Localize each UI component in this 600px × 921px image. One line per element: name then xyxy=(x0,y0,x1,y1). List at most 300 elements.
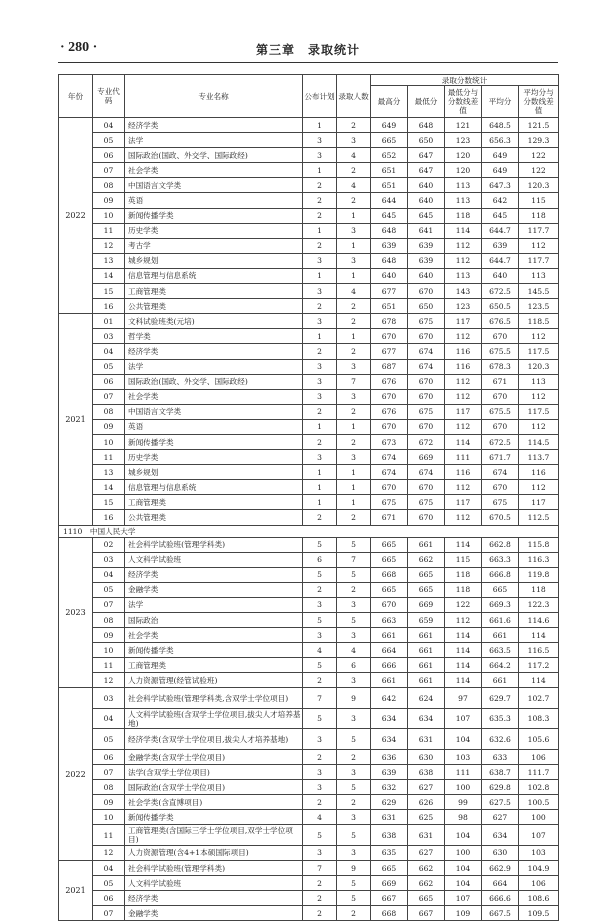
avg-diff-cell: 105.6 xyxy=(519,729,559,750)
min-cell: 669 xyxy=(408,450,445,465)
avg-diff-cell: 112 xyxy=(519,419,559,434)
min-cell: 661 xyxy=(408,658,445,673)
code-cell: 15 xyxy=(93,284,125,299)
table-row xyxy=(59,613,559,628)
plan-cell: 2 xyxy=(303,795,337,810)
avg-cell: 671 xyxy=(482,374,519,389)
table-row xyxy=(59,193,559,208)
col-code: 专业代码 xyxy=(93,75,125,118)
avg-diff-cell: 117.2 xyxy=(519,658,559,673)
avg-cell: 674 xyxy=(482,465,519,480)
code-cell: 15 xyxy=(93,495,125,510)
plan-cell: 3 xyxy=(303,845,337,860)
min-diff-cell: 116 xyxy=(445,465,482,480)
min-diff-cell: 112 xyxy=(445,389,482,404)
name-cell: 社会科学试验班(管理学科类) xyxy=(125,861,303,876)
min-diff-cell: 107 xyxy=(445,891,482,906)
table-row xyxy=(59,118,559,133)
table-row xyxy=(59,284,559,299)
plan-cell: 1 xyxy=(303,223,337,238)
max-cell: 661 xyxy=(371,628,408,643)
max-cell: 642 xyxy=(371,688,408,709)
admitted-cell: 5 xyxy=(337,825,371,846)
name-cell: 经济学类 xyxy=(125,344,303,359)
admitted-cell: 3 xyxy=(337,133,371,148)
admission-score-table xyxy=(58,74,559,921)
min-cell: 665 xyxy=(408,582,445,597)
code-cell: 05 xyxy=(93,133,125,148)
avg-cell: 650.5 xyxy=(482,299,519,314)
table-row xyxy=(59,688,559,709)
name-cell: 法学 xyxy=(125,597,303,612)
code-cell: 10 xyxy=(93,434,125,449)
admitted-cell: 7 xyxy=(337,374,371,389)
avg-diff-cell: 116.3 xyxy=(519,552,559,567)
min-diff-cell: 118 xyxy=(445,567,482,582)
col-avg-diff: 平均分与分数线差值 xyxy=(519,86,559,118)
name-cell: 法学 xyxy=(125,359,303,374)
avg-cell: 649 xyxy=(482,163,519,178)
table-row xyxy=(59,628,559,643)
avg-cell: 627.5 xyxy=(482,795,519,810)
plan-cell: 2 xyxy=(303,434,337,449)
avg-cell: 639 xyxy=(482,238,519,253)
min-diff-cell: 112 xyxy=(445,329,482,344)
plan-cell: 2 xyxy=(303,238,337,253)
table-row xyxy=(59,299,559,314)
name-cell: 人文科学试验班(含双学士学位项目,拔尖人才培养基地) xyxy=(125,708,303,729)
table-row xyxy=(59,906,559,921)
table-row xyxy=(59,329,559,344)
min-cell: 648 xyxy=(408,118,445,133)
code-cell: 03 xyxy=(93,552,125,567)
year-cell: 2021 xyxy=(59,314,93,525)
max-cell: 676 xyxy=(371,374,408,389)
avg-cell: 662.8 xyxy=(482,537,519,552)
table-row xyxy=(59,729,559,750)
avg-cell: 670 xyxy=(482,419,519,434)
min-diff-cell: 104 xyxy=(445,876,482,891)
min-cell: 659 xyxy=(408,613,445,628)
plan-cell: 4 xyxy=(303,643,337,658)
min-diff-cell: 123 xyxy=(445,133,482,148)
avg-diff-cell: 112 xyxy=(519,238,559,253)
min-cell: 669 xyxy=(408,597,445,612)
avg-diff-cell: 108.3 xyxy=(519,708,559,729)
admitted-cell: 3 xyxy=(337,673,371,688)
name-cell: 社会学类(含直博项目) xyxy=(125,795,303,810)
plan-cell: 1 xyxy=(303,480,337,495)
min-diff-cell: 143 xyxy=(445,284,482,299)
plan-cell: 7 xyxy=(303,688,337,709)
avg-diff-cell: 108.6 xyxy=(519,891,559,906)
max-cell: 670 xyxy=(371,329,408,344)
admitted-cell: 5 xyxy=(337,613,371,628)
code-cell: 09 xyxy=(93,193,125,208)
plan-cell: 2 xyxy=(303,193,337,208)
min-diff-cell: 107 xyxy=(445,708,482,729)
plan-cell: 2 xyxy=(303,404,337,419)
max-cell: 670 xyxy=(371,389,408,404)
avg-cell: 675 xyxy=(482,495,519,510)
admitted-cell: 5 xyxy=(337,567,371,582)
name-cell: 信息管理与信息系统 xyxy=(125,268,303,283)
avg-cell: 661 xyxy=(482,628,519,643)
table-row xyxy=(59,404,559,419)
admitted-cell: 3 xyxy=(337,389,371,404)
admitted-cell: 2 xyxy=(337,299,371,314)
max-cell: 674 xyxy=(371,465,408,480)
avg-diff-cell: 112 xyxy=(519,329,559,344)
plan-cell: 2 xyxy=(303,876,337,891)
name-cell: 金融学类 xyxy=(125,582,303,597)
admitted-cell: 1 xyxy=(337,495,371,510)
avg-cell: 670 xyxy=(482,389,519,404)
min-cell: 674 xyxy=(408,359,445,374)
avg-cell: 665 xyxy=(482,582,519,597)
code-cell: 09 xyxy=(93,628,125,643)
plan-cell: 2 xyxy=(303,673,337,688)
avg-cell: 656.3 xyxy=(482,133,519,148)
table-row xyxy=(59,450,559,465)
name-cell: 法学 xyxy=(125,133,303,148)
table-row xyxy=(59,359,559,374)
avg-cell: 671.7 xyxy=(482,450,519,465)
code-cell: 08 xyxy=(93,780,125,795)
min-cell: 631 xyxy=(408,825,445,846)
code-cell: 04 xyxy=(93,567,125,582)
plan-cell: 1 xyxy=(303,268,337,283)
name-cell: 社会学类 xyxy=(125,389,303,404)
name-cell: 人力资源管理(含4+1本硕国际项目) xyxy=(125,845,303,860)
min-cell: 670 xyxy=(408,419,445,434)
code-cell: 07 xyxy=(93,597,125,612)
table-row xyxy=(59,314,559,329)
name-cell: 金融学类 xyxy=(125,906,303,921)
min-diff-cell: 99 xyxy=(445,795,482,810)
avg-diff-cell: 115 xyxy=(519,193,559,208)
plan-cell: 3 xyxy=(303,314,337,329)
max-cell: 665 xyxy=(371,582,408,597)
name-cell: 经济学类 xyxy=(125,118,303,133)
max-cell: 632 xyxy=(371,780,408,795)
max-cell: 665 xyxy=(371,552,408,567)
name-cell: 国际政治 xyxy=(125,613,303,628)
min-cell: 625 xyxy=(408,810,445,825)
name-cell: 信息管理与信息系统 xyxy=(125,480,303,495)
avg-cell: 640 xyxy=(482,268,519,283)
min-cell: 661 xyxy=(408,628,445,643)
min-diff-cell: 112 xyxy=(445,510,482,525)
min-cell: 661 xyxy=(408,643,445,658)
min-cell: 627 xyxy=(408,780,445,795)
plan-cell: 3 xyxy=(303,765,337,780)
table-row xyxy=(59,765,559,780)
max-cell: 665 xyxy=(371,133,408,148)
max-cell: 670 xyxy=(371,597,408,612)
admitted-cell: 2 xyxy=(337,510,371,525)
max-cell: 636 xyxy=(371,749,408,764)
plan-cell: 2 xyxy=(303,299,337,314)
admitted-cell: 3 xyxy=(337,708,371,729)
avg-cell: 670 xyxy=(482,480,519,495)
code-cell: 04 xyxy=(93,861,125,876)
min-cell: 647 xyxy=(408,148,445,163)
name-cell: 国际政治(含双学士学位项目) xyxy=(125,780,303,795)
min-diff-cell: 114 xyxy=(445,434,482,449)
avg-cell: 663.5 xyxy=(482,643,519,658)
code-cell: 07 xyxy=(93,906,125,921)
admitted-cell: 2 xyxy=(337,795,371,810)
code-cell: 08 xyxy=(93,178,125,193)
min-diff-cell: 100 xyxy=(445,845,482,860)
admitted-cell: 5 xyxy=(337,729,371,750)
table-body xyxy=(59,118,559,921)
plan-cell: 3 xyxy=(303,729,337,750)
code-cell: 04 xyxy=(93,344,125,359)
code-cell: 14 xyxy=(93,480,125,495)
name-cell: 人力资源管理(经管试验班) xyxy=(125,673,303,688)
min-diff-cell: 97 xyxy=(445,688,482,709)
max-cell: 651 xyxy=(371,299,408,314)
max-cell: 678 xyxy=(371,314,408,329)
name-cell: 英语 xyxy=(125,419,303,434)
max-cell: 663 xyxy=(371,613,408,628)
avg-diff-cell: 112.5 xyxy=(519,510,559,525)
admitted-cell: 3 xyxy=(337,597,371,612)
min-cell: 675 xyxy=(408,314,445,329)
max-cell: 631 xyxy=(371,810,408,825)
admitted-cell: 6 xyxy=(337,658,371,673)
min-cell: 670 xyxy=(408,329,445,344)
min-diff-cell: 114 xyxy=(445,658,482,673)
name-cell: 国际政治(国政、外交学、国际政经) xyxy=(125,374,303,389)
table-row xyxy=(59,434,559,449)
plan-cell: 1 xyxy=(303,465,337,480)
avg-diff-cell: 111.7 xyxy=(519,765,559,780)
avg-cell: 672.5 xyxy=(482,284,519,299)
table-row xyxy=(59,223,559,238)
code-cell: 07 xyxy=(93,765,125,780)
min-diff-cell: 114 xyxy=(445,673,482,688)
code-cell: 11 xyxy=(93,223,125,238)
max-cell: 670 xyxy=(371,419,408,434)
code-cell: 16 xyxy=(93,299,125,314)
admitted-cell: 4 xyxy=(337,178,371,193)
min-cell: 639 xyxy=(408,253,445,268)
table-row xyxy=(59,268,559,283)
admitted-cell: 3 xyxy=(337,253,371,268)
plan-cell: 3 xyxy=(303,780,337,795)
code-cell: 06 xyxy=(93,148,125,163)
min-cell: 670 xyxy=(408,480,445,495)
avg-cell: 664 xyxy=(482,876,519,891)
running-header xyxy=(58,40,558,60)
admitted-cell: 2 xyxy=(337,906,371,921)
max-cell: 651 xyxy=(371,178,408,193)
min-cell: 675 xyxy=(408,404,445,419)
avg-diff-cell: 117.5 xyxy=(519,344,559,359)
table-row xyxy=(59,208,559,223)
name-cell: 工商管理类(含国际三学士学位项目,双学士学位项目) xyxy=(125,825,303,846)
min-diff-cell: 120 xyxy=(445,163,482,178)
code-cell: 07 xyxy=(93,163,125,178)
admitted-cell: 2 xyxy=(337,118,371,133)
max-cell: 666 xyxy=(371,658,408,673)
admitted-cell: 4 xyxy=(337,284,371,299)
min-diff-cell: 112 xyxy=(445,613,482,628)
table-row xyxy=(59,552,559,567)
avg-diff-cell: 106 xyxy=(519,876,559,891)
min-diff-cell: 117 xyxy=(445,404,482,419)
min-cell: 675 xyxy=(408,495,445,510)
min-cell: 670 xyxy=(408,374,445,389)
code-cell: 06 xyxy=(93,374,125,389)
max-cell: 667 xyxy=(371,891,408,906)
code-cell: 11 xyxy=(93,658,125,673)
name-cell: 英语 xyxy=(125,193,303,208)
col-max: 最高分 xyxy=(371,86,408,118)
max-cell: 651 xyxy=(371,163,408,178)
min-cell: 667 xyxy=(408,906,445,921)
avg-cell: 630 xyxy=(482,845,519,860)
avg-cell: 675.5 xyxy=(482,404,519,419)
min-cell: 670 xyxy=(408,284,445,299)
avg-cell: 664.2 xyxy=(482,658,519,673)
max-cell: 629 xyxy=(371,795,408,810)
admitted-cell: 2 xyxy=(337,749,371,764)
table-row xyxy=(59,133,559,148)
avg-diff-cell: 117 xyxy=(519,495,559,510)
table-row xyxy=(59,238,559,253)
code-cell: 06 xyxy=(93,749,125,764)
plan-cell: 5 xyxy=(303,658,337,673)
table-row xyxy=(59,480,559,495)
name-cell: 经济学类(含双学士学位项目,拔尖人才培养基地) xyxy=(125,729,303,750)
avg-diff-cell: 100.5 xyxy=(519,795,559,810)
name-cell: 城乡规划 xyxy=(125,465,303,480)
max-cell: 670 xyxy=(371,480,408,495)
admitted-cell: 5 xyxy=(337,876,371,891)
plan-cell: 5 xyxy=(303,708,337,729)
col-min: 最低分 xyxy=(408,86,445,118)
code-cell: 10 xyxy=(93,208,125,223)
avg-cell: 663.3 xyxy=(482,552,519,567)
max-cell: 675 xyxy=(371,495,408,510)
min-diff-cell: 103 xyxy=(445,749,482,764)
plan-cell: 7 xyxy=(303,861,337,876)
plan-cell: 1 xyxy=(303,163,337,178)
max-cell: 665 xyxy=(371,537,408,552)
avg-cell: 662.9 xyxy=(482,861,519,876)
admitted-cell: 1 xyxy=(337,208,371,223)
name-cell: 金融学类(含双学士学位项目) xyxy=(125,749,303,764)
min-cell: 665 xyxy=(408,891,445,906)
code-cell: 13 xyxy=(93,465,125,480)
max-cell: 669 xyxy=(371,876,408,891)
table-row xyxy=(59,582,559,597)
code-cell: 08 xyxy=(93,404,125,419)
avg-diff-cell: 114 xyxy=(519,673,559,688)
table-row xyxy=(59,825,559,846)
name-cell: 工商管理类 xyxy=(125,658,303,673)
min-diff-cell: 100 xyxy=(445,780,482,795)
min-diff-cell: 117 xyxy=(445,495,482,510)
min-cell: 670 xyxy=(408,389,445,404)
avg-diff-cell: 113 xyxy=(519,268,559,283)
max-cell: 673 xyxy=(371,434,408,449)
min-diff-cell: 116 xyxy=(445,344,482,359)
min-diff-cell: 112 xyxy=(445,374,482,389)
min-diff-cell: 123 xyxy=(445,299,482,314)
avg-cell: 649 xyxy=(482,148,519,163)
max-cell: 676 xyxy=(371,404,408,419)
year-cell: 2023 xyxy=(59,537,93,688)
code-cell: 11 xyxy=(93,825,125,846)
max-cell: 645 xyxy=(371,208,408,223)
admitted-cell: 5 xyxy=(337,891,371,906)
table-row xyxy=(59,780,559,795)
plan-cell: 4 xyxy=(303,810,337,825)
min-cell: 647 xyxy=(408,163,445,178)
code-cell: 16 xyxy=(93,510,125,525)
avg-cell: 635.3 xyxy=(482,708,519,729)
avg-cell: 629.8 xyxy=(482,780,519,795)
avg-diff-cell: 122 xyxy=(519,163,559,178)
min-diff-cell: 112 xyxy=(445,419,482,434)
admitted-cell: 5 xyxy=(337,780,371,795)
max-cell: 668 xyxy=(371,567,408,582)
avg-diff-cell: 100 xyxy=(519,810,559,825)
plan-cell: 3 xyxy=(303,284,337,299)
code-cell: 11 xyxy=(93,450,125,465)
plan-cell: 6 xyxy=(303,552,337,567)
code-cell: 03 xyxy=(93,329,125,344)
name-cell: 考古学 xyxy=(125,238,303,253)
name-cell: 法学(含双学士学位项目) xyxy=(125,765,303,780)
table-row xyxy=(59,643,559,658)
admitted-cell: 2 xyxy=(337,193,371,208)
avg-cell: 669.3 xyxy=(482,597,519,612)
table-row xyxy=(59,163,559,178)
avg-diff-cell: 114.6 xyxy=(519,613,559,628)
admitted-cell: 2 xyxy=(337,434,371,449)
code-cell: 08 xyxy=(93,613,125,628)
name-cell: 社会学类 xyxy=(125,628,303,643)
min-diff-cell: 115 xyxy=(445,552,482,567)
name-cell: 人文科学试验班 xyxy=(125,876,303,891)
name-cell: 中国语言文学类 xyxy=(125,404,303,419)
code-cell: 13 xyxy=(93,253,125,268)
avg-cell: 661.6 xyxy=(482,613,519,628)
max-cell: 668 xyxy=(371,906,408,921)
avg-diff-cell: 102.7 xyxy=(519,688,559,709)
table-row xyxy=(59,876,559,891)
code-cell: 07 xyxy=(93,389,125,404)
code-cell: 09 xyxy=(93,419,125,434)
name-cell: 社会学类 xyxy=(125,163,303,178)
max-cell: 639 xyxy=(371,765,408,780)
max-cell: 634 xyxy=(371,708,408,729)
plan-cell: 2 xyxy=(303,208,337,223)
max-cell: 664 xyxy=(371,643,408,658)
code-cell: 04 xyxy=(93,118,125,133)
min-diff-cell: 111 xyxy=(445,765,482,780)
table-row xyxy=(59,658,559,673)
admitted-cell: 2 xyxy=(337,163,371,178)
code-cell: 14 xyxy=(93,268,125,283)
header-rule xyxy=(58,62,558,63)
